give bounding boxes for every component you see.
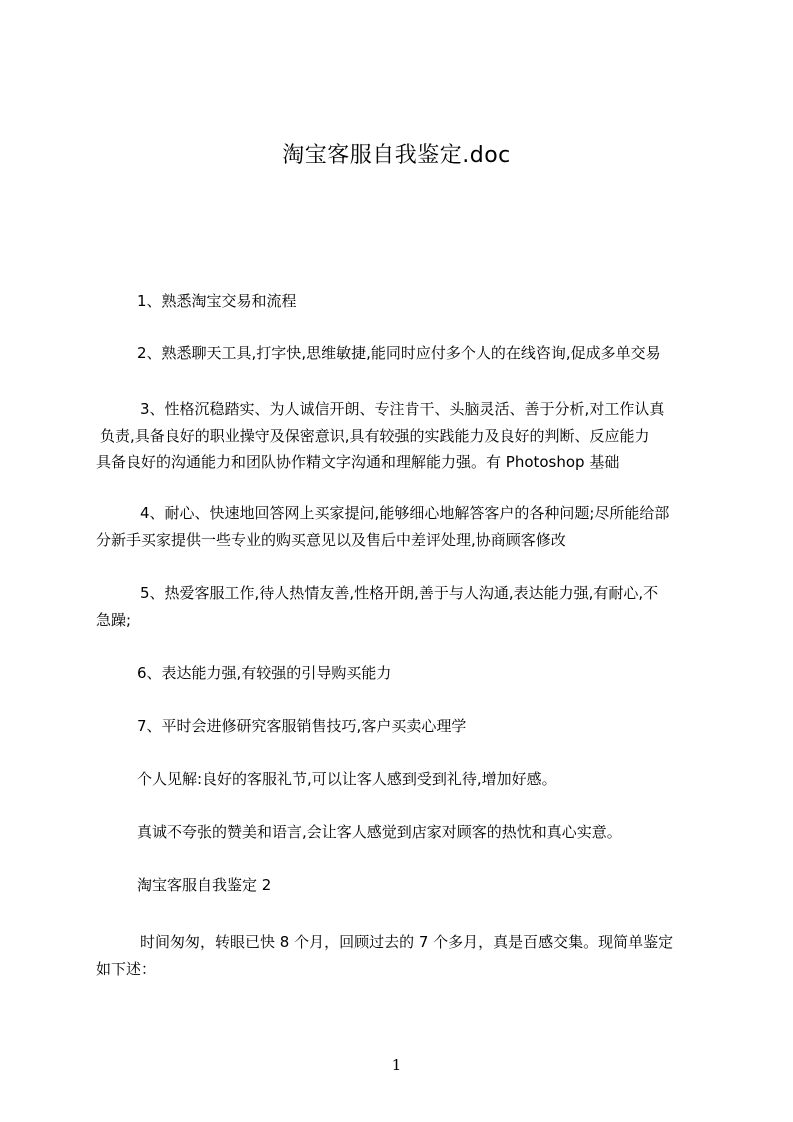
page-number: 1: [391, 1056, 402, 1074]
paragraph-8: [137, 766, 757, 793]
paragraph-line: 具备良好的沟通能力和团队协作精文字沟通和理解能力强。有 Photoshop 基础: [96, 453, 620, 471]
paragraph-line: 如下述：: [96, 959, 157, 978]
paragraph-line: 4、耐心、快速地回答网上买家提问,能够细心地解答客户的各种问题;尽所能给部: [140, 504, 670, 522]
paragraph-4: [96, 500, 716, 553]
paragraph-9: [137, 819, 757, 846]
paragraph-line: 1、熟悉淘宝交易和流程: [137, 292, 297, 310]
paragraph-line: 负责,具备良好的职业操守及保密意识,具有较强的实践能力及良好的判断、反应能力: [100, 426, 650, 445]
paragraph-line: 时间匆匆，转眼已快 8 个月，回顾过去的 7 个多月，真是百感交集。现简单鉴定: [140, 933, 674, 951]
paragraph-line: 急躁;: [96, 610, 132, 629]
paragraph-11: [96, 929, 716, 982]
paragraph-line: 7、平时会进修研究客服销售技巧,客户买卖心理学: [137, 717, 467, 735]
paragraph-2: [137, 340, 757, 367]
paragraph-line: 个人见解:良好的客服礼节,可以让客人感到受到礼待,增加好感。: [137, 770, 557, 788]
paragraph-1: [137, 288, 757, 315]
paragraph-line: 真诚不夸张的赞美和语言,会让客人感觉到店家对顾客的热忱和真心实意。: [137, 823, 622, 841]
paragraph-3: [96, 396, 716, 476]
paragraph-5: [96, 580, 716, 633]
paragraph-line: 淘宝客服自我鉴定 2: [137, 876, 272, 894]
paragraph-6: [137, 660, 757, 687]
paragraph-line: 2、熟悉聊天工具,打字快,思维敏捷,能同时应付多个人的在线咨询,促成多单交易: [137, 344, 661, 362]
paragraph-7: [137, 713, 757, 740]
paragraph-line: 分新手买家提供一些专业的购买意见以及售后中差评处理,协商顾客修改: [96, 530, 566, 549]
paragraph-line: 6、表达能力强,有较强的引导购买能力: [137, 664, 392, 682]
document-title: 淘宝客服自我鉴定.doc: [282, 143, 511, 168]
section-heading: [137, 872, 757, 899]
paragraph-line: 3、性格沉稳踏实、为人诚信开朗、专注肯干、头脑灵活、善于分析,对工作认真: [140, 400, 665, 418]
paragraph-line: 5、热爱客服工作,待人热情友善,性格开朗,善于与人沟通,表达能力强,有耐心,不: [140, 584, 659, 602]
